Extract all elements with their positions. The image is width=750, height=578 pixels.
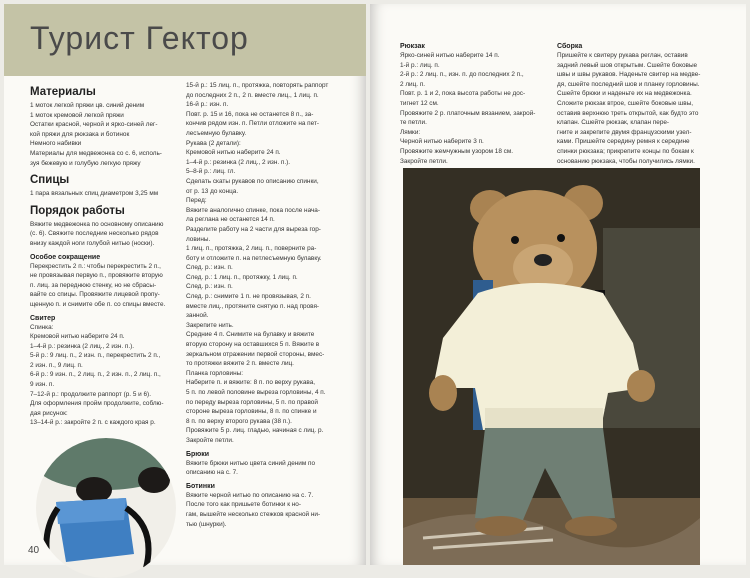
section-heading: Брюки [186, 450, 210, 458]
text-line: клапан. Сшейте рюкзак, клапан пере- [557, 119, 670, 127]
text-line: 6-й р.: 9 изн. п., 2 лиц. п., 2 изн. п., 2 лиц. п., [30, 371, 161, 379]
text-line: След. р.: изн. п. [186, 264, 233, 272]
section-heading: Материалы [30, 86, 96, 98]
text-line: вайте со спицы. Провяжите лицевой пропу- [30, 291, 160, 299]
teddy-bear-photo [403, 168, 700, 565]
text-line: Провяжите жемчужным узором 18 см. [400, 147, 514, 155]
text-line: лесъемную булавку. [186, 129, 247, 137]
text-line: 15-й р.: 15 лиц. п., протяжка, повторять раппорт [186, 82, 329, 89]
text-line: Спинка: [30, 323, 54, 331]
section-heading: Порядок работы [30, 204, 125, 217]
text-line: 5 п. по левой половине выреза горловины, 4 п. [186, 389, 326, 396]
text-line: внизу каждой ноги голубой нитью (носки). [30, 239, 155, 247]
text-line: тью (шнурки). [186, 520, 227, 528]
text-line: 2 лиц. п. [400, 80, 426, 88]
text-line: Средние 4 п. Снимите на булавку и вяжите [186, 331, 315, 339]
text-line: Перекрестить 2 п.: чтобы перекрестить 2 п., [30, 262, 161, 270]
text-line: 1-й р.: лиц. п. [400, 61, 440, 69]
text-line: до последних 2 п., 2 п. вместе лиц., 1 лиц. п. [186, 91, 319, 99]
section-heading: Спицы [30, 174, 70, 187]
text-line: ла реглана не останется 14 п. [186, 216, 275, 224]
text-line: 1 моток легкой пряжи цв. синий деним [30, 102, 145, 109]
text-line: описанию на с. 7. [186, 469, 238, 477]
text-line: вторую сторону на оставшихся 5 п. Вяжите в [186, 341, 320, 349]
backpack-boots-photo [36, 438, 176, 578]
text-line: 8 п. по верху второго рукава (38 п.). [186, 417, 292, 425]
text-line: След. р.: изн. п. [186, 283, 233, 291]
text-line: Материалы для медвежонка со с. 6, исполь- [30, 149, 162, 157]
text-line: Немного набивки [30, 140, 82, 148]
text-line: зеркальном отражении первой стороны, вмес- [186, 350, 325, 358]
text-line: 5–8-й р.: лиц. гл. [186, 168, 236, 176]
page-title: Турист Гектор [30, 20, 249, 56]
text-line: 1–4-й р.: резинка (2 лиц., 2 изн. п.). [186, 158, 291, 166]
text-line: тигнет 12 см. [400, 99, 439, 107]
text-line: 2 изн. п., 9 лиц. п. [30, 361, 83, 369]
text-line: Рукава (2 детали): [186, 139, 241, 147]
text-line: Перед: [186, 197, 207, 205]
text-line: Вяжите брюки нитью цвета синий деним по [186, 459, 316, 467]
text-line: Закрепите нить. [186, 321, 234, 329]
text-line: не провязывая первую п., провяжите вторую [30, 272, 163, 280]
left-column-1 [30, 80, 178, 429]
text-line: Кремовой нитью наберите 24 п. [186, 149, 281, 157]
text-line: Остатки красной, черной и ярко-синей лег- [30, 121, 158, 129]
text-line: После того как пришьете ботинки к но- [186, 501, 301, 509]
text-line: задний левый шов открытым. Сшейте боковые [557, 61, 698, 69]
text-line: дя, сшейте последний шов и планку горловины. [557, 80, 700, 88]
text-line: 5-й р.: 9 лиц. п., 2 изн. п., перекрестить 2 п., [30, 352, 161, 360]
text-line: кончив рядом изн. п. Петли отложите на пет- [186, 120, 320, 128]
text-line: Сшейте брюки и наденьте их на медвежонка. [557, 90, 692, 98]
text-line: 2-й р.: 2 лиц. п., изн. п. до последних 2 п., [400, 71, 524, 79]
text-line: щенную п. и снимите обе п. со спицы вместе. [30, 300, 166, 308]
section-heading: Ботинки [186, 482, 215, 490]
text-line: Провяжите 5 р. лиц. гладью, начиная с лиц. р. [186, 427, 324, 435]
text-line: по переду выреза горловины, 5 п. по правой [186, 398, 318, 406]
text-line: След. р.: снимите 1 п. не провязывая, 2 п. [186, 293, 311, 301]
section-heading: Сборка [557, 43, 583, 50]
text-line: ками. Пришейте середину ремня к середине [557, 138, 690, 146]
text-line: кой пряжи для рюкзака и ботинок [30, 130, 130, 138]
text-line: 9 изн. п. [30, 381, 55, 389]
text-line: спинки рюкзака; прикрепите концы по бокам к [557, 147, 694, 155]
text-line: Вяжите аналогично спинке, пока после нача- [186, 206, 320, 214]
text-line: вместе лиц., протяните снятую п. над провя- [186, 302, 320, 310]
text-line: Провяжите 2 р. платочным вязанием, закрой- [400, 109, 536, 117]
text-line: Лямки: [400, 128, 421, 136]
text-line: стороне выреза горловины, 8 п. по спинке и [186, 408, 317, 416]
text-line: (с. 6). Свяжите последние несколько рядов [30, 230, 159, 238]
text-line: ловины. [186, 235, 211, 243]
text-line: боту и отложите п. на петлесъемную булавку. [186, 254, 322, 262]
text-line: основанию рюкзака, чтобы получились лямки. [557, 157, 695, 165]
text-line: Наберите п. и вяжите: 8 п. по верху рукава, [186, 379, 316, 387]
text-line: Закройте петли. [400, 157, 448, 165]
text-line: Сложите рюкзак втрое, сшейте боковые швы, [557, 99, 694, 107]
text-line: занной. [186, 312, 209, 320]
text-line: 13–14-й р.: закройте 2 п. с каждого края р. [30, 419, 156, 427]
text-line: Планка горловины: [186, 369, 243, 377]
text-line: Разделите работу на 2 части для выреза гор- [186, 225, 321, 233]
text-line: зуя бежевую и голубую легкую пряжу [30, 159, 141, 167]
text-line: 1 лиц. п., протяжка, 2 лиц. п., поверните ра- [186, 245, 317, 253]
text-line: Вяжите черной нитью по описанию на с. 7. [186, 491, 314, 499]
text-line: Повт. р. 1 и 2, пока высота работы не дос- [400, 90, 526, 98]
right-column-1 [400, 38, 552, 167]
text-line: 1–4-й р.: резинка (2 лиц., 2 изн. п.). [30, 342, 135, 350]
section-heading: Рюкзак [400, 43, 425, 50]
text-line: п. лиц. за переднюю стенку, но не сбрасы- [30, 281, 157, 289]
page-number: 40 [28, 545, 40, 556]
text-line: те петли. [400, 119, 427, 127]
text-line: оставив верхнюю треть открытой, как будто это [557, 109, 699, 117]
text-line: гните и закрепите двумя французскими узел- [557, 128, 692, 136]
section-heading: Особое сокращение [30, 253, 101, 261]
text-line: Закройте петли. [186, 436, 234, 444]
text-line: След. р.: 1 лиц. п., протяжку, 1 лиц. п. [186, 273, 298, 281]
section-heading: Свитер [30, 314, 56, 322]
text-line: 1 пара вязальных спиц диаметром 3,25 мм [30, 190, 159, 198]
text-line: 7–12-й р.: продолжите раппорт (р. 5 и 6). [30, 390, 151, 398]
text-line: Повт. р. 15 и 16, пока не останется 8 п., за- [186, 110, 314, 118]
text-line: Вяжите медвежонка по основному описанию [30, 220, 164, 228]
text-line: то протяжки вяжите 2 п. вместе лиц. [186, 360, 294, 368]
text-line: Для оформления пройм продолжите, соблю- [30, 400, 164, 408]
text-line: Пришейте к свитеру рукава реглан, оставив [557, 52, 688, 59]
text-line: швы и швы рукавов. Наденьте свитер на медве- [557, 71, 701, 79]
text-line: Сделать скаты рукавов по описанию спинки, [186, 177, 319, 185]
text-line: Кремовой нитью наберите 24 п. [30, 333, 125, 341]
text-line: 16-й р.: изн. п. [186, 101, 229, 109]
left-column-2 [186, 82, 334, 530]
text-line: Черной нитью наберите 3 п. [400, 138, 484, 146]
text-line: дая рисунок: [30, 409, 68, 417]
right-column-2 [557, 38, 707, 167]
text-line: Ярко-синей нитью наберите 14 п. [400, 52, 500, 59]
text-line: 1 моток кремовой легкой пряжи [30, 111, 124, 119]
text-line: гам, вышейте несколько стежков красной ни- [186, 510, 321, 518]
text-line: от р. 13 до конца. [186, 187, 239, 195]
